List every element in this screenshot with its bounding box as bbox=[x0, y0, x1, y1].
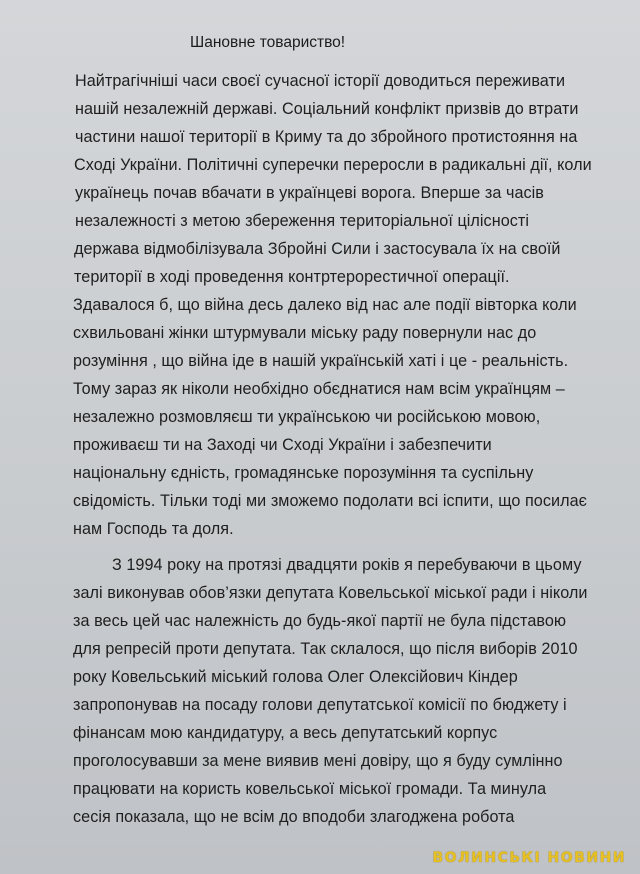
letter-line: залі виконував обов’язки депутата Ковельської міської ради і ніколи bbox=[73, 584, 588, 602]
letter-line: національну єдність, громадянське порозуміння та суспільну bbox=[73, 464, 534, 482]
letter-line: держава відмобілізувала Збройні Сили і застосувала їх на своїй bbox=[74, 240, 561, 258]
letter-line: українець почав вбачати в українцеві ворога. Вперше за часів bbox=[75, 184, 544, 202]
letter-line: фінансам мою кандидатуру, а весь депутатський корпус bbox=[73, 724, 498, 742]
letter-line: розуміння , що війна іде в нашій українській хаті і це - реальність. bbox=[73, 352, 569, 370]
letter-line: незалежності з метою збереження територіальної цілісності bbox=[75, 212, 529, 230]
letter-line: частини нашої території в Криму та до збройного протистояння на bbox=[75, 128, 578, 146]
letter-line: нам Господь та доля. bbox=[73, 520, 234, 538]
letter-line: З 1994 року на протязі двадцяти років я перебуваючи в цьому bbox=[112, 556, 582, 574]
letter-line: року Ковельський міський голова Олег Олексійович Кіндер bbox=[73, 668, 518, 686]
letter-line: свідомість. Тільки тоді ми зможемо подолати всі іспити, що посилає bbox=[73, 492, 587, 510]
letter-line: працювати на користь ковельської міської громади. Та минула bbox=[73, 780, 547, 798]
letter-line: сесія показала, що не всім до вподоби злагоджена робота bbox=[73, 808, 515, 826]
letter-line: незалежно розмовляєш ти українською чи російською мовою, bbox=[73, 408, 541, 426]
letter-line: Сході України. Політичні суперечки переросли в радикальні дії, коли bbox=[74, 156, 592, 174]
letter-line: проживаєш ти на Заході чи Сході України і забезпечити bbox=[73, 436, 492, 454]
letter-line: нашій незалежній державі. Соціальний конфлікт призвів до втрати bbox=[75, 100, 579, 118]
letter-line: запропонував на посаду голови депутатської комісії по бюджету і bbox=[73, 696, 567, 714]
letter-line: Здавалося б, що війна десь далеко від нас але події вівторка коли bbox=[73, 296, 577, 314]
letter-line: Тому зараз як ніколи необхідно обєднатися нам всім українцям – bbox=[73, 380, 565, 398]
letter-line: Найтрагічніші часи своєї сучасної історії доводиться переживати bbox=[75, 72, 566, 90]
watermark-logo: ВОЛИНСЬКІ НОВИНИ bbox=[432, 850, 626, 866]
letter-line: за весь цей час належність до будь-якої партії не була підставою bbox=[73, 612, 567, 630]
letter-line: для репресій проти депутата. Так склалося, що після виборів 2010 bbox=[73, 640, 578, 658]
letter-line: території в ході проведення контртерорестичної операції. bbox=[74, 268, 510, 286]
letter-greeting: Шановне товариство! bbox=[190, 34, 346, 51]
letter-line: схвильовані жінки штурмували міську раду повернули нас до bbox=[73, 324, 537, 342]
letter-line: проголосувавши за мене виявив мені довіру, що я буду сумлінно bbox=[73, 752, 563, 770]
